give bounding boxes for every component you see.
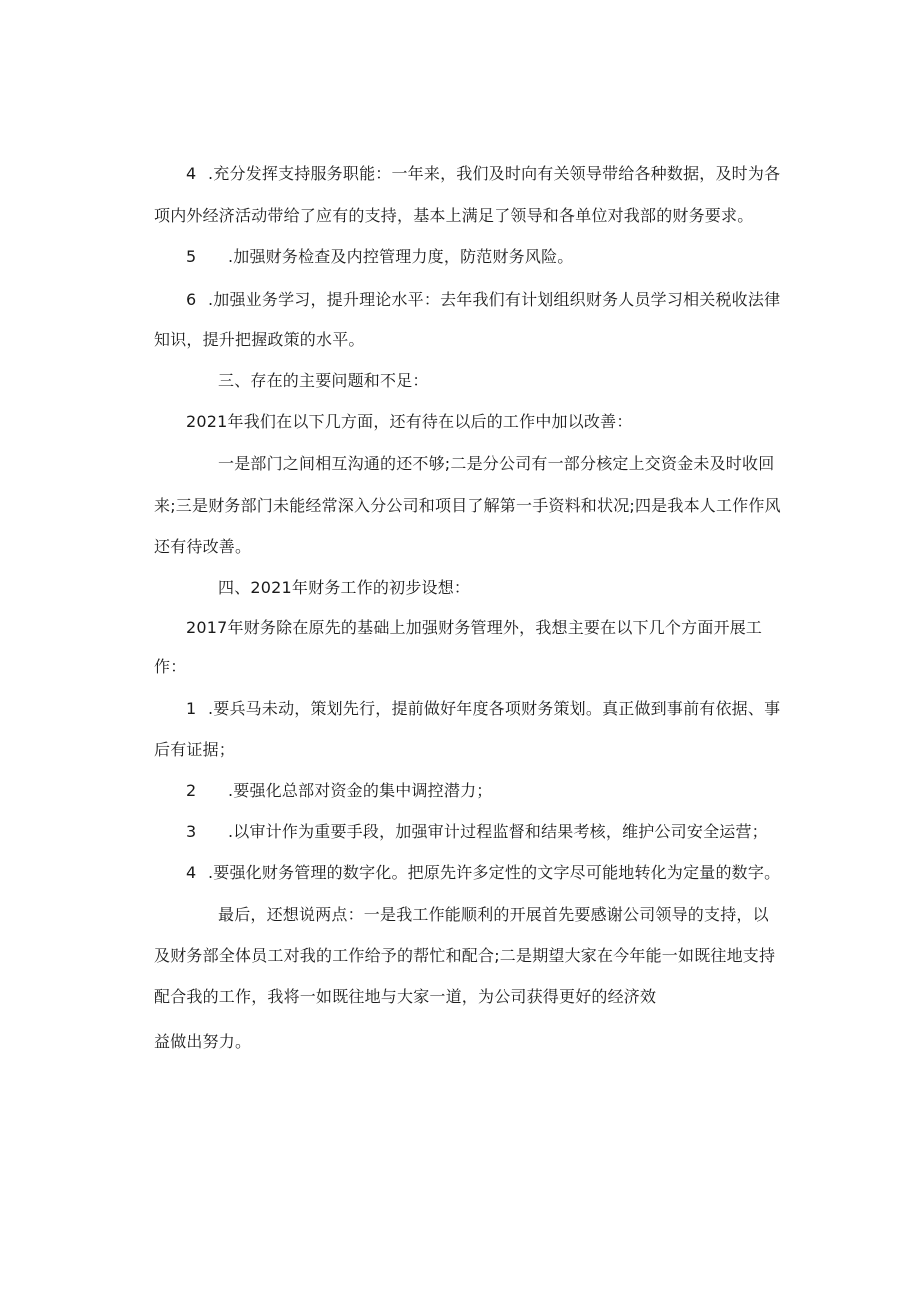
item-number: 6 (186, 290, 197, 309)
list-item (186, 246, 574, 268)
list-item (186, 780, 493, 802)
item-number: 3 (186, 822, 197, 841)
item-number: 2 (186, 781, 197, 800)
paragraph: 及财务部全体员工对我的工作给予的帮忙和配合;二是期望大家在今年能一如既往地支持 (154, 946, 776, 965)
paragraph: 2017年财务除在原先的基础上加强财务管理外，我想主要在以下几个方面开展工 (186, 618, 763, 637)
item-text: .以审计作为重要手段，加强审计过程监督和结果考核，维护公司安全运营； (228, 822, 768, 841)
paragraph: 配合我的工作，我将一如既往地与大家一道，为公司获得更好的经济效 (154, 987, 657, 1006)
section-heading: 四、2021年财务工作的初步设想： (218, 578, 471, 597)
item-text: .要强化总部对资金的集中调控潜力； (228, 781, 493, 800)
item-number: 5 (186, 247, 197, 266)
list-item (186, 698, 780, 720)
item-text: .充分发挥支持服务职能：一年来，我们及时向有关领导带给各种数据，及时为各 (208, 164, 781, 183)
paragraph: 来;三是财务部门未能经常深入分公司和项目了解第一手资料和状况;四是我本人工作作风 (154, 496, 781, 515)
paragraph: 最后，还想说两点：一是我工作能顺利的开展首先要感谢公司领导的支持，以 (218, 905, 769, 924)
item-text-continuation: 知识，提升把握政策的水平。 (154, 330, 365, 349)
item-text-continuation: 后有证据； (154, 740, 236, 759)
item-text: .加强财务检查及内控管理力度，防范财务风险。 (228, 247, 574, 266)
section-heading: 三、存在的主要问题和不足： (218, 371, 429, 390)
item-text: .加强业务学习，提升理论水平：去年我们有计划组织财务人员学习相关税收法律 (208, 290, 781, 309)
item-number: 4 (186, 164, 197, 183)
paragraph: 还有待改善。 (154, 537, 252, 556)
item-text-continuation: 项内外经济活动带给了应有的支持，基本上满足了领导和各单位对我部的财务要求。 (154, 206, 754, 225)
list-item (186, 862, 780, 884)
paragraph: 作： (154, 657, 187, 676)
paragraph: 2021年我们在以下几方面，还有待在以后的工作中加以改善： (186, 412, 633, 431)
list-item (186, 821, 768, 843)
list-item (186, 163, 780, 185)
item-text: .要兵马未动，策划先行，提前做好年度各项财务策划。真正做到事前有依据、事 (208, 699, 781, 718)
item-number: 1 (186, 699, 197, 718)
list-item (186, 289, 780, 311)
paragraph: 益做出努力。 (154, 1032, 252, 1051)
item-text: .要强化财务管理的数字化。把原先许多定性的文字尽可能地转化为定量的数字。 (208, 863, 781, 882)
paragraph: 一是部门之间相互沟通的还不够;二是分公司有一部分核定上交资金未及时收回 (218, 454, 775, 473)
item-number: 4 (186, 863, 197, 882)
